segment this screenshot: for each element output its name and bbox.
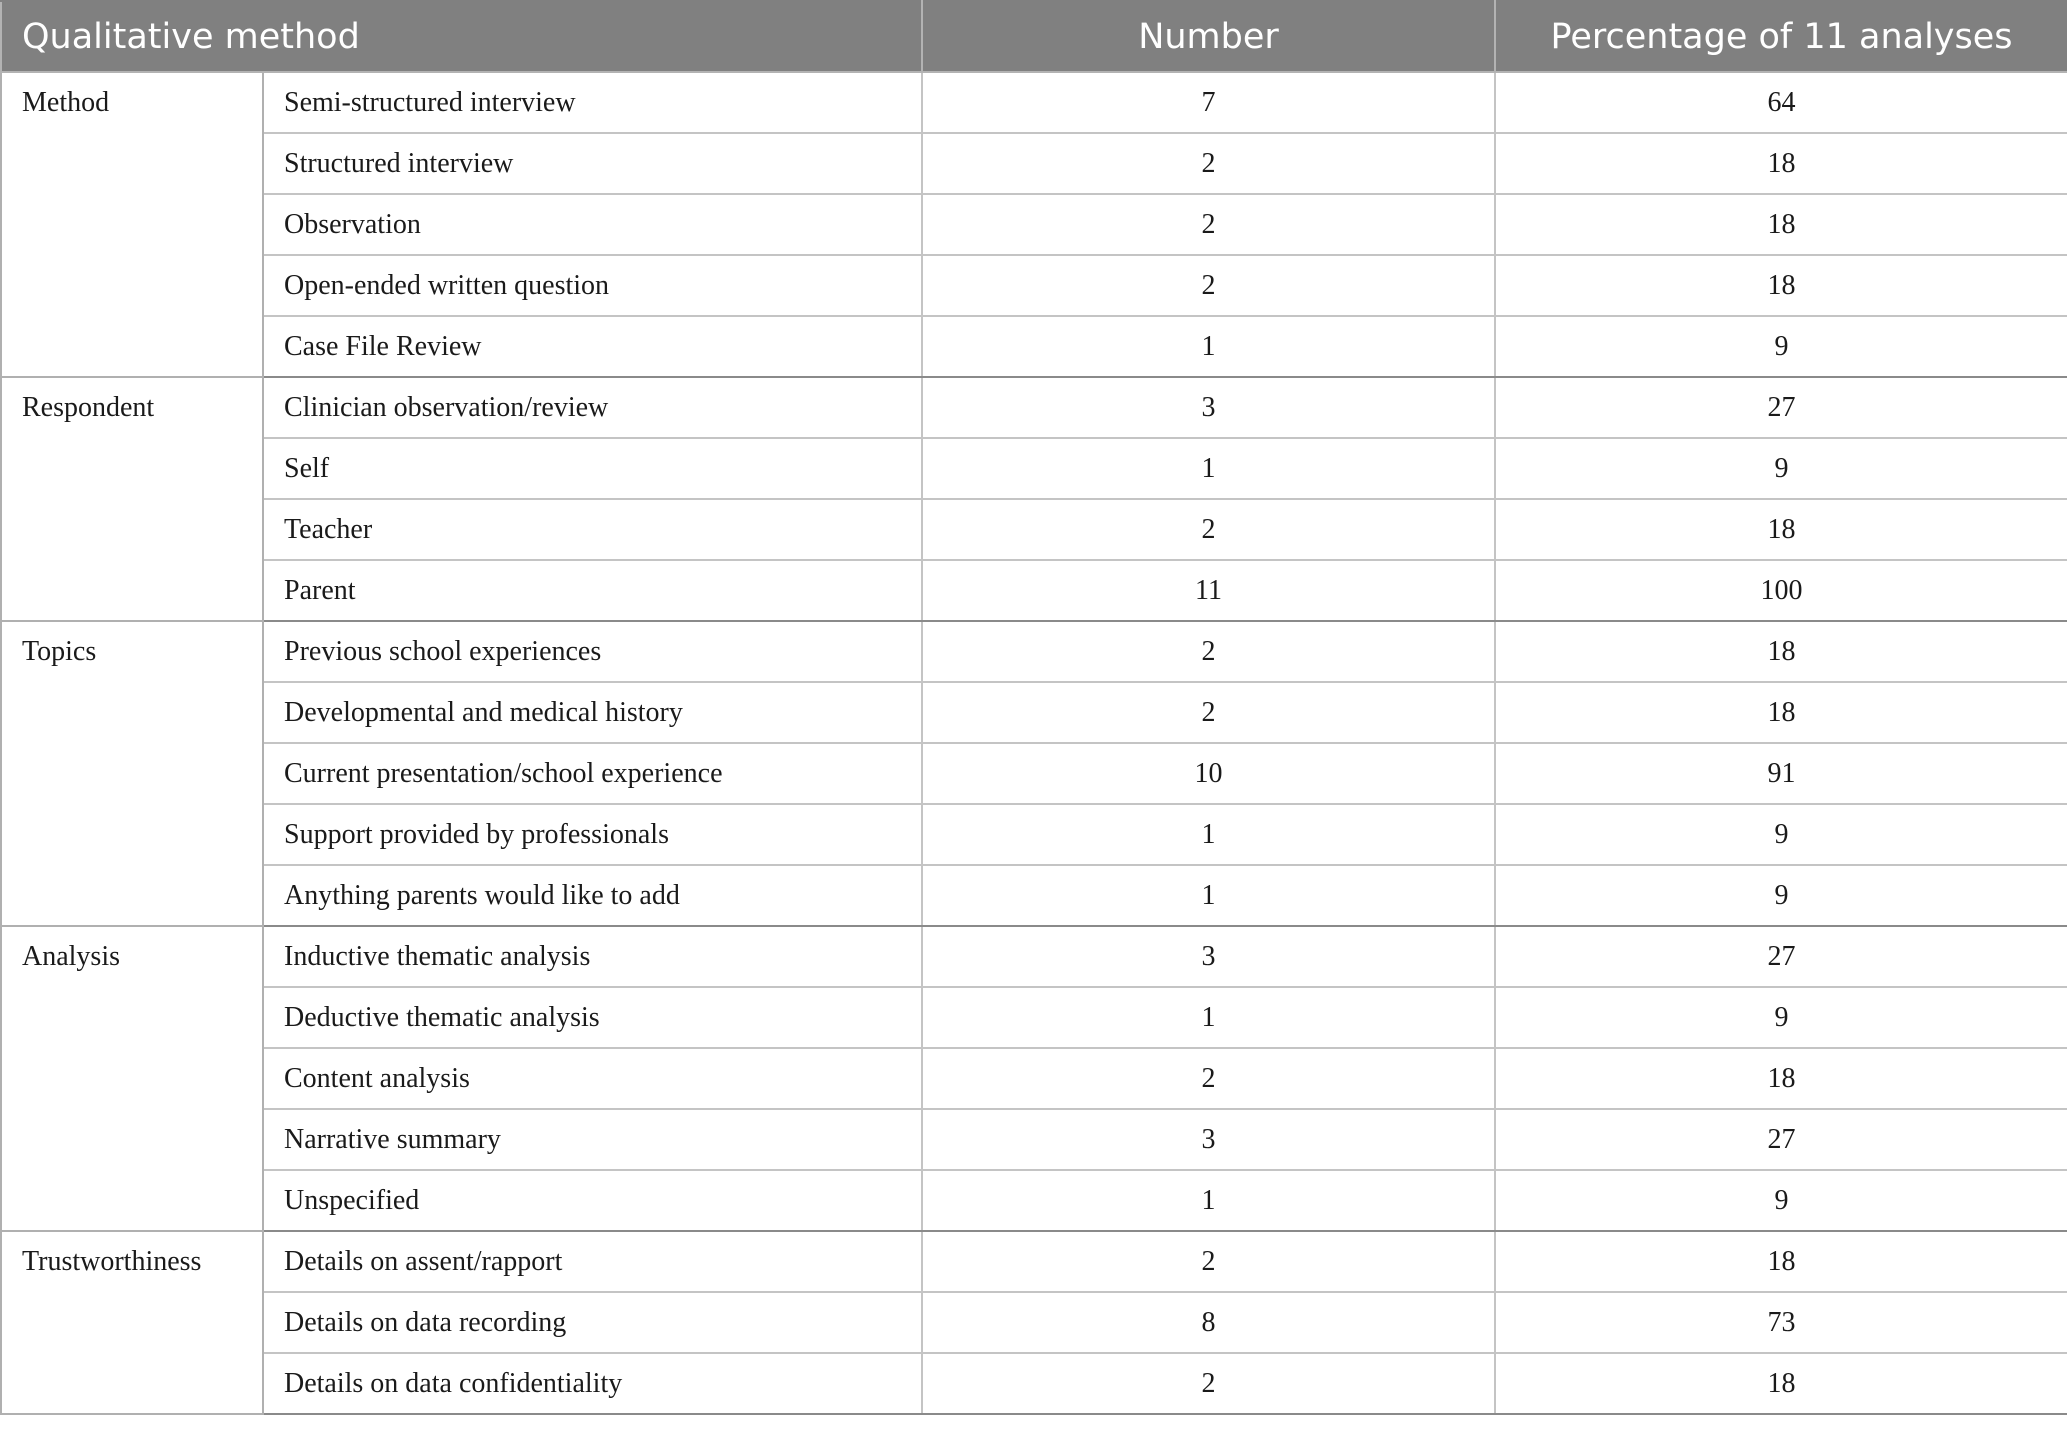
item-cell: Case File Review — [263, 316, 922, 377]
group-label: Respondent — [1, 377, 263, 621]
percentage-cell: 18 — [1495, 499, 2067, 560]
percentage-cell: 27 — [1495, 377, 2067, 438]
table-row — [1, 377, 2067, 438]
percentage-cell: 18 — [1495, 682, 2067, 743]
percentage-cell: 18 — [1495, 1048, 2067, 1109]
table-header — [1, 1, 2067, 72]
percentage-cell: 9 — [1495, 804, 2067, 865]
table-row — [1, 804, 2067, 865]
percentage-cell: 18 — [1495, 255, 2067, 316]
table-row — [1, 438, 2067, 499]
number-cell: 1 — [922, 438, 1495, 499]
table-row — [1, 560, 2067, 621]
header-percentage: Percentage of 11 analyses — [1495, 1, 2067, 72]
table-body — [1, 72, 2067, 1414]
table-row — [1, 72, 2067, 133]
item-cell: Support provided by professionals — [263, 804, 922, 865]
item-cell: Structured interview — [263, 133, 922, 194]
percentage-cell: 18 — [1495, 1231, 2067, 1292]
number-cell: 11 — [922, 560, 1495, 621]
item-cell: Current presentation/school experience — [263, 743, 922, 804]
number-cell: 2 — [922, 133, 1495, 194]
item-cell: Observation — [263, 194, 922, 255]
number-cell: 2 — [922, 1048, 1495, 1109]
percentage-cell: 100 — [1495, 560, 2067, 621]
number-cell: 7 — [922, 72, 1495, 133]
number-cell: 3 — [922, 1109, 1495, 1170]
number-cell: 2 — [922, 682, 1495, 743]
number-cell: 2 — [922, 1353, 1495, 1414]
group-label: Topics — [1, 621, 263, 926]
number-cell: 1 — [922, 316, 1495, 377]
item-cell: Self — [263, 438, 922, 499]
percentage-cell: 27 — [1495, 1109, 2067, 1170]
group-label: Analysis — [1, 926, 263, 1231]
table-row — [1, 865, 2067, 926]
table-row — [1, 194, 2067, 255]
table-row — [1, 621, 2067, 682]
number-cell: 2 — [922, 621, 1495, 682]
item-cell: Semi-structured interview — [263, 72, 922, 133]
item-cell: Developmental and medical history — [263, 682, 922, 743]
group-label: Trustworthiness — [1, 1231, 263, 1414]
number-cell: 1 — [922, 1170, 1495, 1231]
table-row — [1, 987, 2067, 1048]
number-cell: 2 — [922, 194, 1495, 255]
item-cell: Details on data recording — [263, 1292, 922, 1353]
table-row — [1, 1353, 2067, 1414]
table-row — [1, 133, 2067, 194]
item-cell: Details on data confidentiality — [263, 1353, 922, 1414]
percentage-cell: 9 — [1495, 987, 2067, 1048]
table-row — [1, 1109, 2067, 1170]
item-cell: Previous school experiences — [263, 621, 922, 682]
number-cell: 2 — [922, 1231, 1495, 1292]
table-row — [1, 1292, 2067, 1353]
percentage-cell: 9 — [1495, 865, 2067, 926]
table-row — [1, 1048, 2067, 1109]
item-cell: Anything parents would like to add — [263, 865, 922, 926]
percentage-cell: 18 — [1495, 133, 2067, 194]
item-cell: Narrative summary — [263, 1109, 922, 1170]
number-cell: 3 — [922, 926, 1495, 987]
table-row — [1, 926, 2067, 987]
percentage-cell: 9 — [1495, 1170, 2067, 1231]
percentage-cell: 9 — [1495, 438, 2067, 499]
percentage-cell: 91 — [1495, 743, 2067, 804]
number-cell: 1 — [922, 865, 1495, 926]
number-cell: 1 — [922, 987, 1495, 1048]
table-row — [1, 255, 2067, 316]
item-cell: Teacher — [263, 499, 922, 560]
percentage-cell: 18 — [1495, 194, 2067, 255]
percentage-cell: 27 — [1495, 926, 2067, 987]
header-qualitative-method: Qualitative method — [1, 1, 922, 72]
item-cell: Deductive thematic analysis — [263, 987, 922, 1048]
table-row — [1, 316, 2067, 377]
number-cell: 10 — [922, 743, 1495, 804]
item-cell: Parent — [263, 560, 922, 621]
table-row — [1, 1231, 2067, 1292]
percentage-cell: 18 — [1495, 1353, 2067, 1414]
item-cell: Details on assent/rapport — [263, 1231, 922, 1292]
item-cell: Inductive thematic analysis — [263, 926, 922, 987]
percentage-cell: 64 — [1495, 72, 2067, 133]
percentage-cell: 9 — [1495, 316, 2067, 377]
group-label: Method — [1, 72, 263, 377]
table-row — [1, 499, 2067, 560]
item-cell: Open-ended written question — [263, 255, 922, 316]
item-cell: Content analysis — [263, 1048, 922, 1109]
header-number: Number — [922, 1, 1495, 72]
percentage-cell: 73 — [1495, 1292, 2067, 1353]
number-cell: 8 — [922, 1292, 1495, 1353]
number-cell: 3 — [922, 377, 1495, 438]
number-cell: 2 — [922, 255, 1495, 316]
table-row — [1, 1170, 2067, 1231]
number-cell: 1 — [922, 804, 1495, 865]
table-row — [1, 682, 2067, 743]
header-row — [1, 1, 2067, 72]
percentage-cell: 18 — [1495, 621, 2067, 682]
table-row — [1, 743, 2067, 804]
item-cell: Clinician observation/review — [263, 377, 922, 438]
number-cell: 2 — [922, 499, 1495, 560]
item-cell: Unspecified — [263, 1170, 922, 1231]
